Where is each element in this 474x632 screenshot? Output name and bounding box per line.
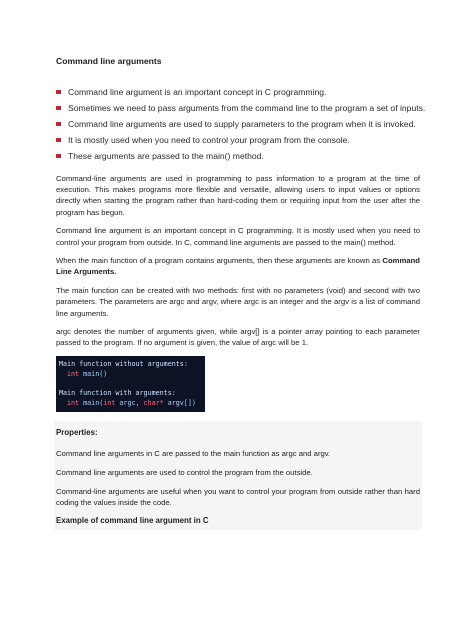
code-line-blank	[59, 379, 199, 389]
property-item: Command-line arguments are useful when you want to control your program from outside rather than hard coding the values inside the code.	[56, 486, 420, 507]
page-title: Command line arguments	[56, 56, 162, 66]
square-bullet-icon	[56, 106, 61, 111]
bullet-item	[56, 100, 426, 116]
square-bullet-icon	[56, 90, 61, 95]
square-bullet-icon	[56, 122, 61, 127]
bullet-text: Sometimes we need to pass arguments from the command line to the program a set of inputs.	[68, 103, 426, 113]
paragraph-intro: Command-line arguments are used in programming to pass information to a program at the time of execution. This makes programs more flexible and versatile, allowing users to input values or options directly when starting the program rather than hard-coding them or requiring input from the user after the program has begun.	[56, 174, 420, 217]
bullet-text: Command line arguments are used to supply parameters to the program when it is invoked.	[68, 119, 416, 129]
paragraph-concept: Command line argument is an important concept in C programming. It is mostly used when you need to control your program from outside. In C, command line arguments are passed to the main() method.	[56, 226, 420, 247]
property-item: Command line arguments are used to control the program from the outside.	[56, 467, 313, 477]
definition-text: When the main function of a program contains arguments, then these arguments are known as	[56, 256, 383, 266]
bullet-text: These arguments are passed to the main() method.	[68, 151, 264, 161]
code-block	[56, 356, 205, 412]
bullet-text: Command line argument is an important concept in C programming.	[68, 87, 327, 97]
document-content	[56, 56, 426, 530]
definition-term: Command Line Arguments.	[56, 256, 420, 277]
properties-section	[54, 421, 422, 530]
square-bullet-icon	[56, 138, 61, 143]
bullet-item	[56, 116, 420, 132]
example-heading: Example of command line argument in C	[56, 516, 209, 526]
bullet-list	[56, 84, 426, 164]
bullet-text: It is mostly used when you need to control your program from the console.	[68, 135, 350, 145]
code-line: int main(int argc, char* argv[])	[67, 398, 196, 407]
property-item: Command line arguments in C are passed to the main function as argc and argv.	[56, 449, 331, 459]
paragraph-argc-argv: argc denotes the number of arguments given, while argv[] is a pointer array pointing to each parameter passed to the program. If no argument is given, the value of argc will be 1.	[56, 327, 420, 348]
properties-heading: Properties:	[56, 428, 98, 438]
bullet-item	[56, 148, 420, 164]
code-line: int main()	[67, 369, 108, 378]
square-bullet-icon	[56, 154, 61, 159]
bullet-item	[56, 84, 420, 100]
paragraph-definition	[56, 255, 420, 277]
paragraph-methods: The main function can be created with two methods: first with no parameters (void) and second with two parameters. The parameters are argc and argv, where argc is an integer and the argv is a list of command line arguments.	[56, 286, 420, 318]
bullet-item	[56, 132, 420, 148]
code-line: Main function with arguments:	[59, 388, 176, 397]
code-line: Main function without arguments:	[59, 360, 188, 369]
